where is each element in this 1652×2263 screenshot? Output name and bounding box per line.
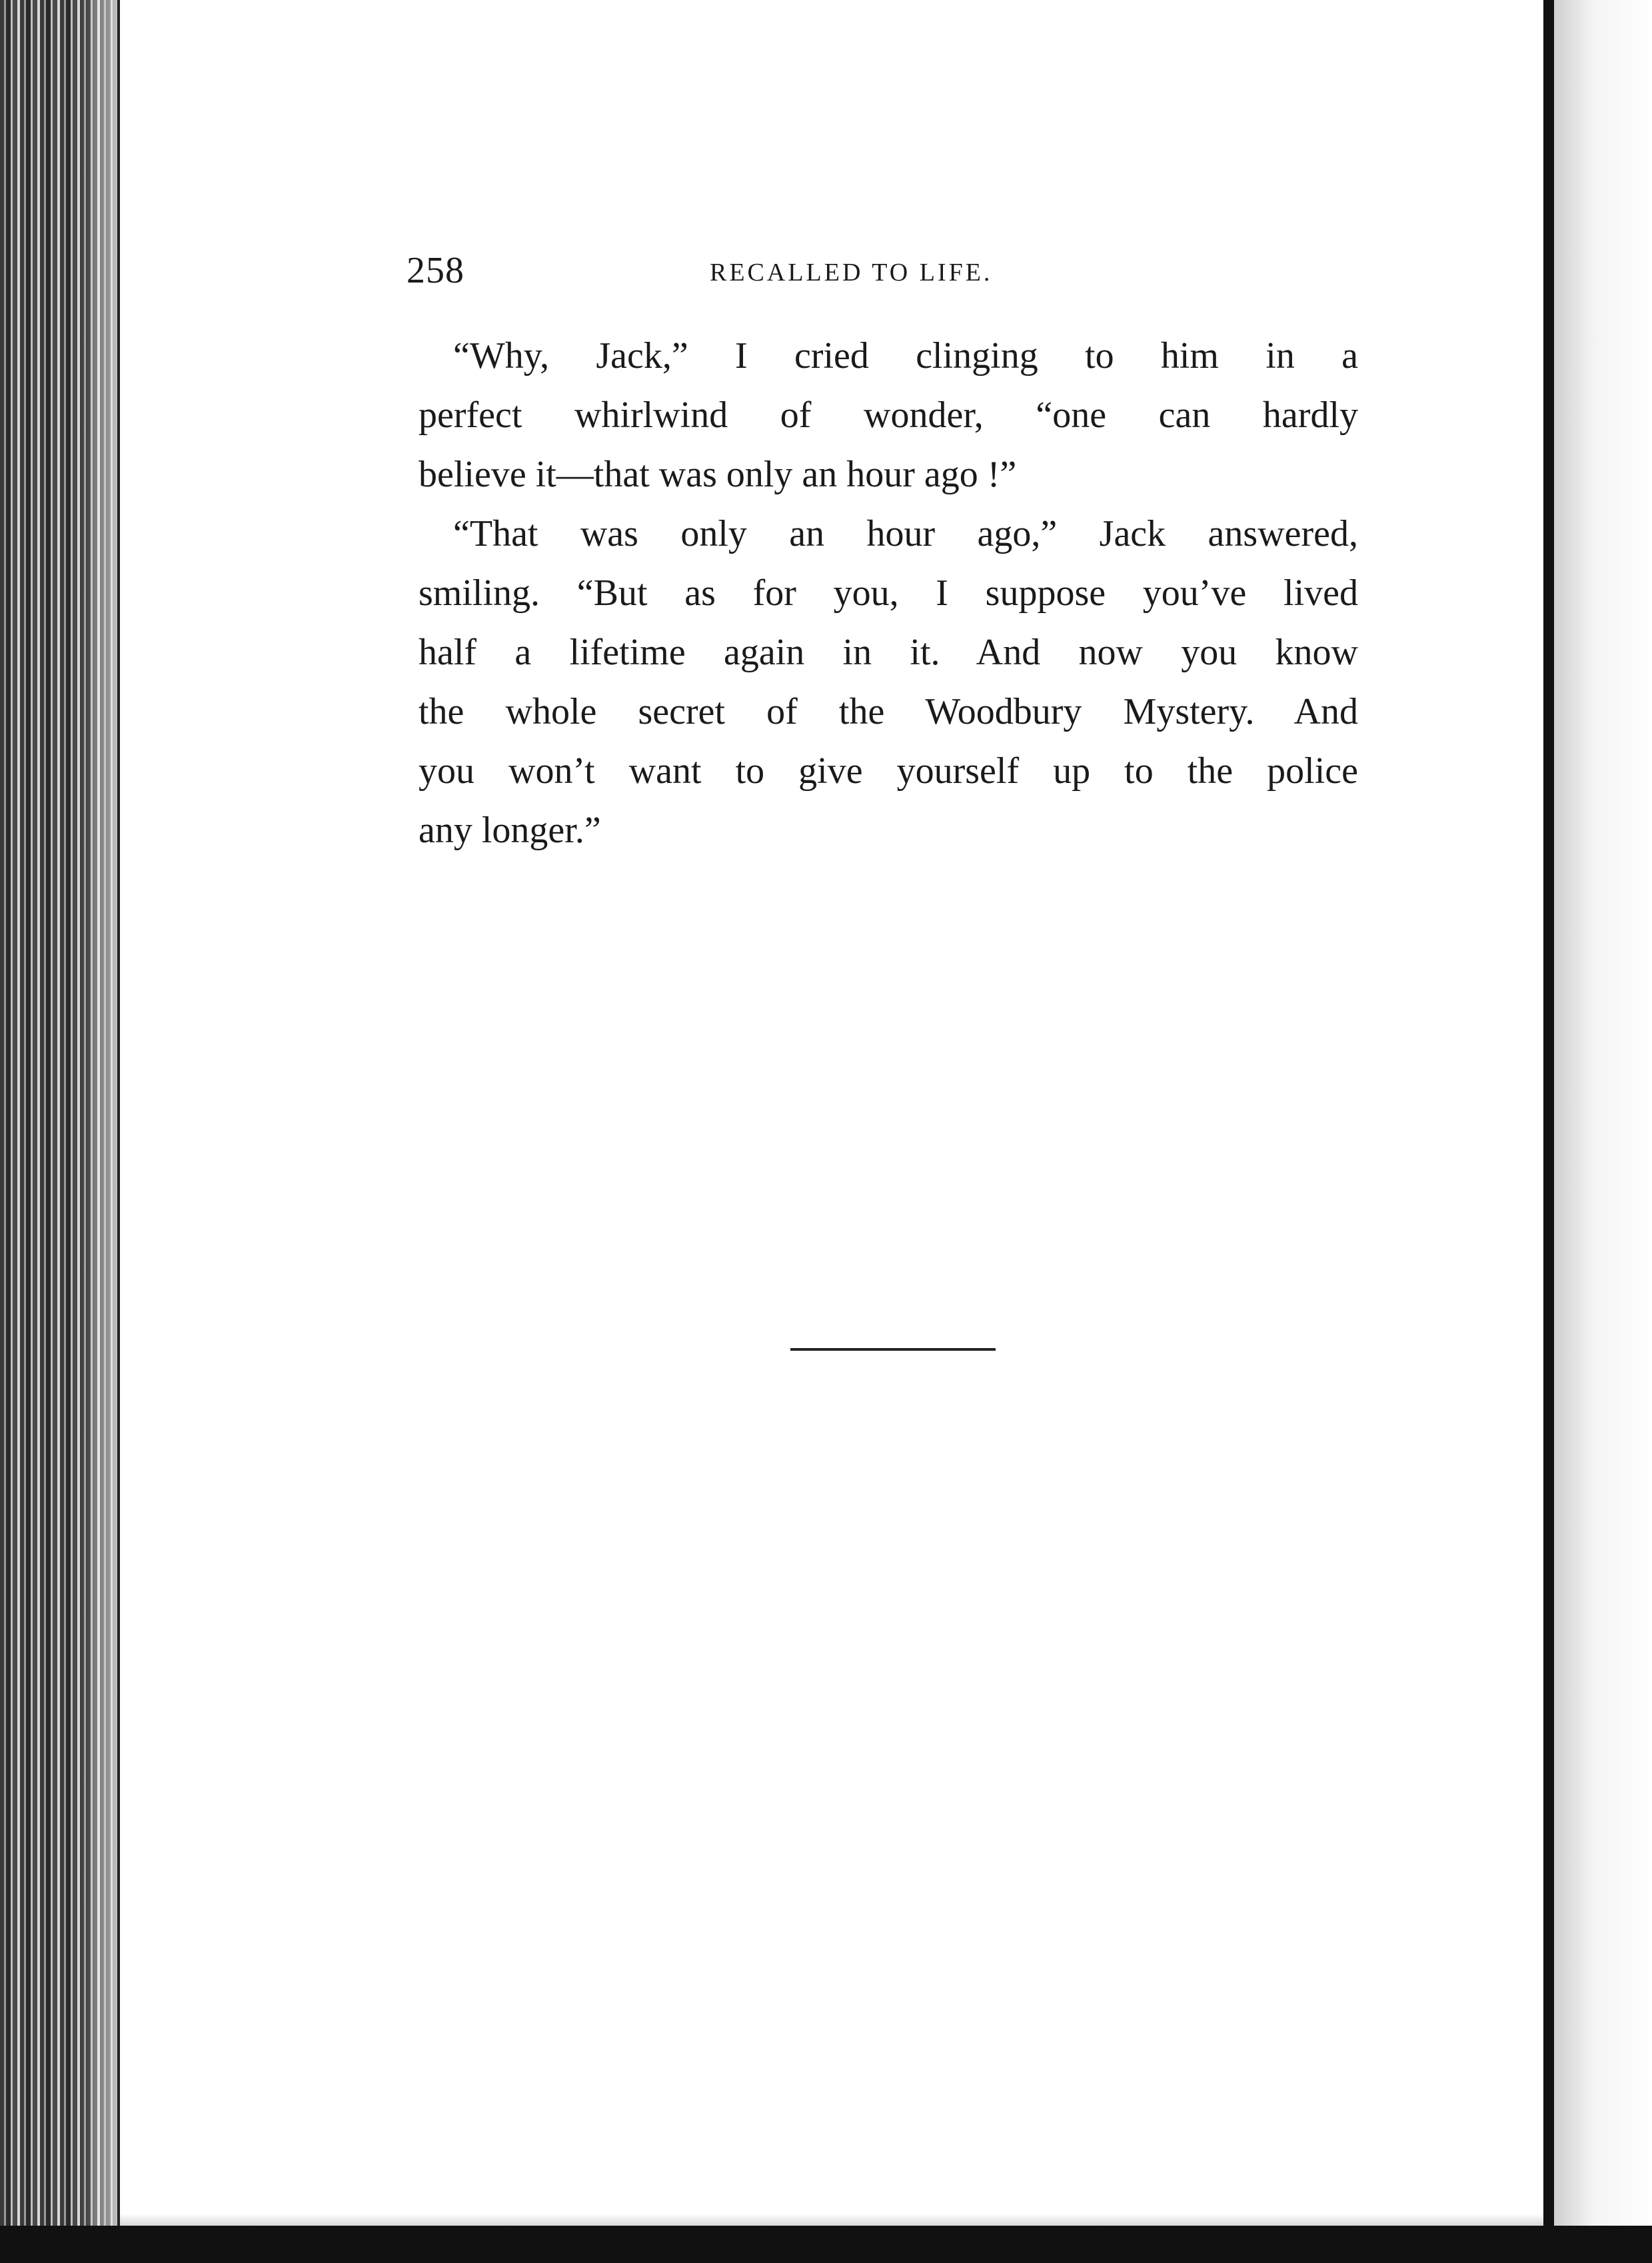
right-page-edge <box>1543 0 1554 2263</box>
running-head <box>407 251 1339 291</box>
text-line: half a lifetime again in it. And now you know <box>418 632 1358 673</box>
bottom-page-edge <box>0 2226 1652 2263</box>
bottom-page-shadow <box>120 2214 1543 2226</box>
text-line: perfect whirlwind of wonder, “one can hardly <box>418 394 1358 436</box>
left-page-edge-fade <box>80 0 120 2263</box>
text-line: “That was only an hour ago,” Jack answered, <box>453 513 1358 554</box>
text-line: you won’t want to give yourself up to the police <box>418 750 1358 792</box>
body-text <box>418 327 1358 860</box>
right-page-shadow <box>1554 0 1652 2263</box>
text-line: “Why, Jack,” I cried clinging to him in a <box>453 335 1358 377</box>
left-margin-line <box>117 0 120 2226</box>
text-line: believe it—that was only an hour ago !” <box>418 454 1017 495</box>
page-number: 258 <box>407 250 464 291</box>
text-line: smiling. “But as for you, I suppose you’ve lived <box>418 572 1358 614</box>
text-line: the whole secret of the Woodbury Mystery. And <box>418 691 1358 732</box>
chapter-end-rule <box>790 1348 996 1351</box>
text-line: any longer.” <box>418 810 601 851</box>
running-head-title: RECALLED TO LIFE. <box>710 259 993 287</box>
